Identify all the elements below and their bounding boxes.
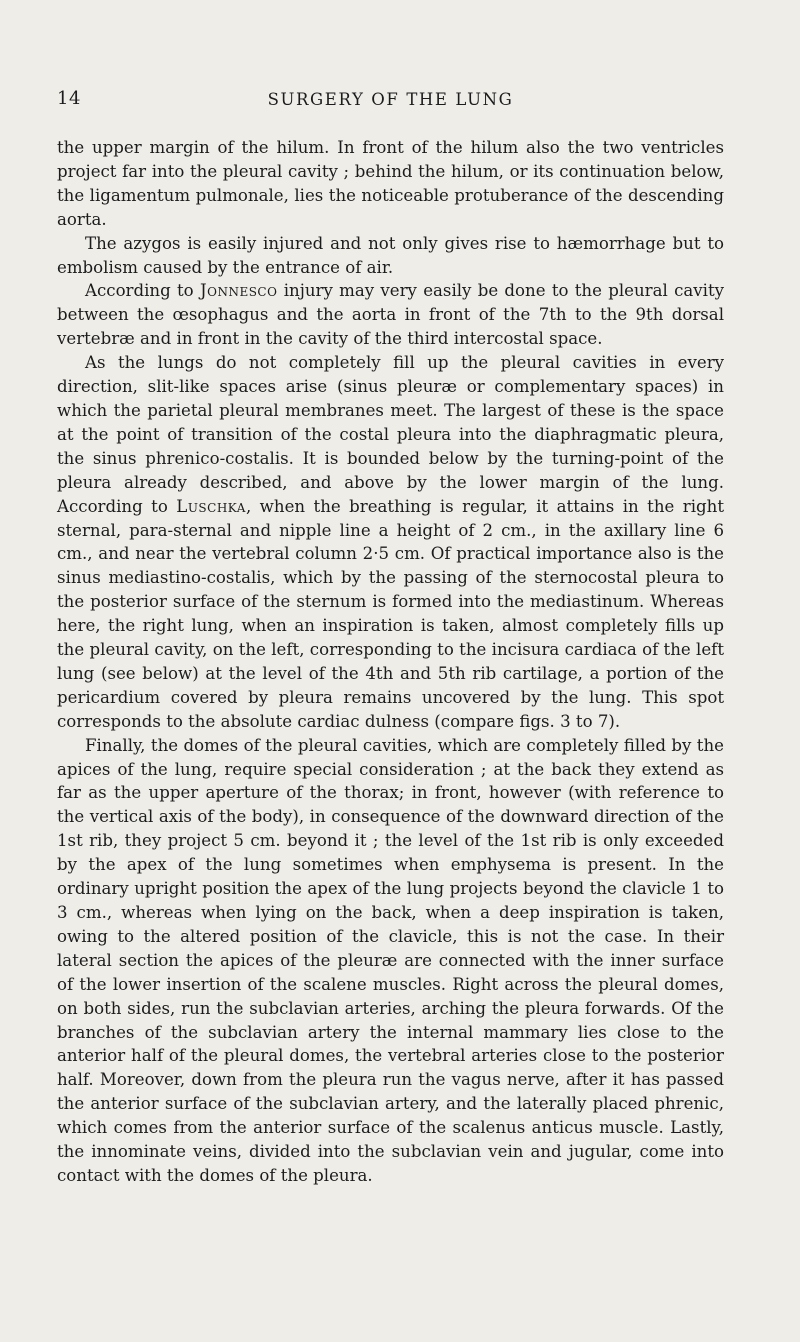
- paragraph-hilum: the upper margin of the hilum. In front of the hilum also the two ventricles project far into the pleural cavity ; behind the hilum, or its continuation below, the ligamentum pulmonale, lies the noticeable protuberance of the descending aorta.: [57, 138, 724, 229]
- author-name-luschka: Luschka: [176, 496, 246, 516]
- paragraph-jonnesco: [57, 279, 724, 351]
- paragraph-text-post: injury may very easily be done to the pleural cavity between the œsophagus and the aorta in front of the 7th to the 9th dorsal vertebræ and in front in the cavity of the third intercostal space.: [57, 281, 724, 349]
- body-text: [57, 136, 724, 1188]
- paragraph-text-pre: According to: [85, 281, 200, 301]
- paragraph-azygos: The azygos is easily injured and not only gives rise to hæmorrhage but to embolism caused by the entrance of air.: [57, 233, 724, 277]
- paragraph-sinus-pleurae: [57, 351, 724, 734]
- page-header: [57, 88, 724, 112]
- author-name-jonnesco: Jonnesco: [199, 281, 278, 301]
- paragraph-pleural-domes: Finally, the domes of the pleural cavities, which are completely filled by the apices of the lung, require special consideration ; at the back they extend as far as the upper aperture of the thorax; in front, however (with reference to the vertical axis of the body), in consequence of the downward direction of the 1st rib, they project 5 cm. beyond it ; the level of the 1st rib is only exceeded by the apex of the lung sometimes when emphysema is present. In the ordinary upright position the apex of the lung projects beyond the clavicle 1 to 3 cm., whereas when lying on the back, when a deep inspiration is taken, owing to the altered position of the clavicle, this is not the case. In their lateral section the apices of the pleuræ are connected with the inner surface of the lower insertion of the scalene muscles. Right across the pleural domes, on both sides, run the subclavian arteries, arching the pleura forwards. Of the branches of the subclavian artery the internal mammary lies close to the anterior half of the pleural domes, the vertebral arteries close to the posterior half. Moreover, down from the pleura run the vagus nerve, after it has passed the anterior surface of the subclavian artery, and the laterally placed phrenic, which comes from the anterior surface of the scalenus anticus muscle. Lastly, the innominate veins, divided into the subclavian vein and jugular, come into contact with the domes of the pleura.: [57, 735, 724, 1185]
- running-head: SURGERY OF THE LUNG: [267, 90, 514, 109]
- paragraph-text-post: , when the breathing is regular, it attains in the right sternal, para-sternal and nipple line a height of 2 cm., in the axillary line 6 cm., and near the vertebral column 2·5 cm. Of practical importance also is the sinus mediastino-costalis, which by the passing of the sternocostal pleura to the posterior surface of the sternum is formed into the mediastinum. Whereas here, the right lung, when an inspiration is taken, almost completely fills up the pleural cavity, on the left, corresponding to the incisura cardiaca of the left lung (see below) at the level of the 4th and 5th rib cartilage, a portion of the pericardium covered by pleura remains uncovered by the lung. This spot corresponds to the absolute cardiac dulness (compare figs. 3 to 7).: [57, 496, 724, 731]
- paragraph-text-pre: As the lungs do not completely fill up the pleural cavities in every direction, slit-like spaces arise (sinus pleuræ or complementary spaces) in which the parietal pleural membranes meet. The largest of these is the space at the point of transition of the costal pleura into the diaphragmatic pleura, the sinus phrenico-costalis. It is bounded below by the turning-point of the pleura already described, and above by the lower margin of the lung. According to: [57, 353, 724, 516]
- page-number: 14: [57, 88, 81, 109]
